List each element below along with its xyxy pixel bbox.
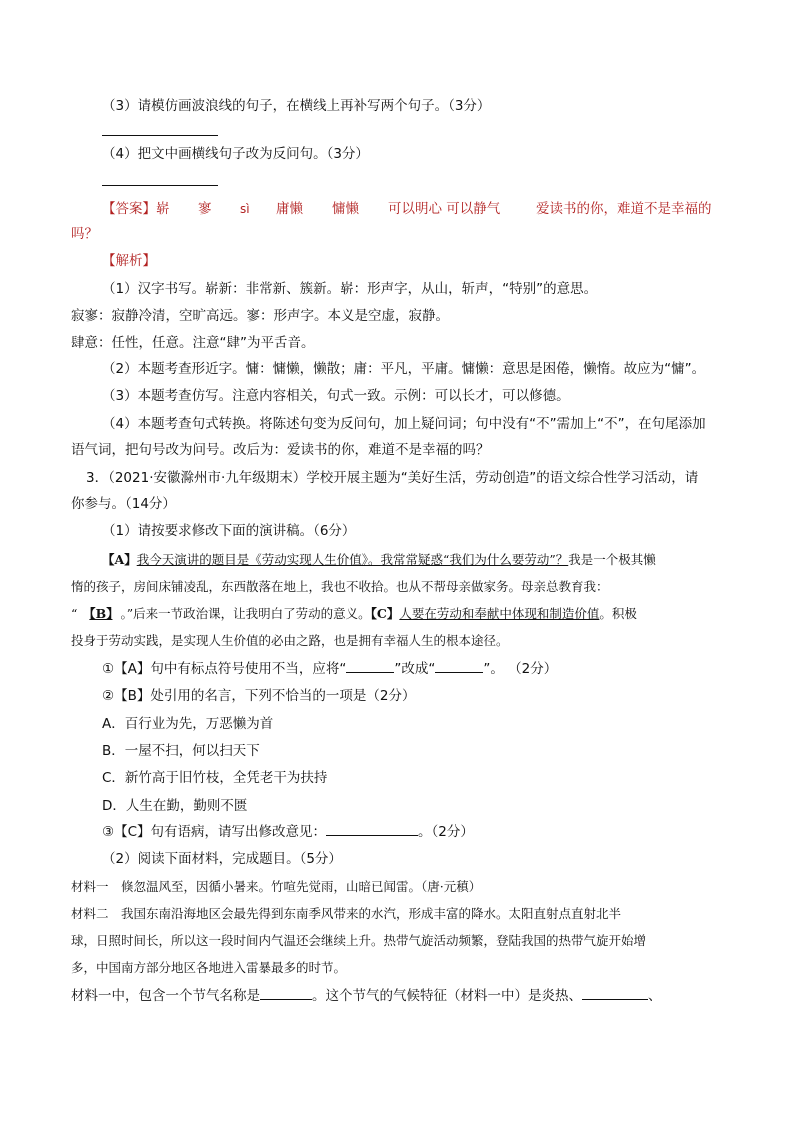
sub-item-1 [102, 659, 557, 679]
speech-line-4: 投身于劳动实践，是实现人生价值的必由之路，也是拥有幸福人生的根本途径。 [71, 633, 509, 648]
option-a: A．百行业为先，万恶懒为首 [102, 716, 274, 732]
material-2-line: 球，日照时间长，所以这一段时间内气温还会继续上升。热带气旋活动频繁，登陆我国的热带气旋开始增 [71, 933, 647, 948]
sub-item-1-suffix: ”。 （2分） [483, 661, 558, 677]
answer-item: 慵懒 [332, 201, 359, 217]
answer-item: 庸懒 [276, 201, 303, 217]
final-question-line [71, 986, 662, 1006]
speech-text: 。积极 [599, 606, 637, 621]
answer-blank [582, 986, 648, 1000]
speech-sentence-a: 我今天演讲的题目是《劳动实现人生价值》。我常常疑惑“我们为什么要劳动”？ [136, 552, 569, 567]
question-3-sub4: （4）把文中画横线句子改为反问句。（3分） [102, 146, 369, 162]
speech-sentence-c: 人要在劳动和奉献中体现和制造价值 [399, 606, 600, 621]
answer-tag: 【答案】 [102, 201, 156, 217]
analysis-line: 寂寥：寂静冷清，空旷高远。寥：形声字。本义是空虚，寂静。 [71, 308, 449, 324]
answer-blank [326, 822, 418, 836]
answer-item: 爱读书的你，难道不是幸福的 [536, 201, 712, 217]
sub-item-1-mid: ”改成“ [394, 661, 436, 677]
analysis-line: （1）汉字书写。崭新：非常新、簇新。崭：形声字，从山，斩声，“特别”的意思。 [102, 281, 598, 297]
answer-continuation: 吗？ [71, 226, 98, 242]
analysis-line: （3）本题考查仿写。注意内容相关，句式一致。示例：可以长才，可以修德。 [102, 388, 570, 404]
answer-blank [435, 659, 483, 673]
speech-text: 。”后来一节政治课，让我明白了劳动的意义。 [120, 606, 371, 621]
sub-item-3-prefix: ③【C】句有语病，请写出修改意见： [102, 824, 327, 840]
speech-tag-a: 【A】 [102, 552, 137, 567]
analysis-line: 语气词，把句号改为问号。改后为：爱读书的你，难道不是幸福的吗？ [71, 442, 490, 458]
speech-tag-b: 【B】 [89, 606, 113, 621]
sub-item-2: ②【B】处引用的名言，下列不恰当的一项是（2分） [102, 688, 416, 704]
speech-line-3 [71, 604, 637, 624]
option-c: C．新竹高于旧竹枝，全凭老干为扶持 [102, 770, 328, 786]
speech-tag-c: 【C】 [370, 606, 400, 621]
material-2-line: 材料二 我国东南沿海地区会最先得到东南季风带来的水汽，形成丰富的降水。太阳直射点直射北半 [71, 906, 622, 921]
final-mid: 。这个节气的气候特征（材料一中）是炎热、 [312, 988, 582, 1004]
material-2-line: 多，中国南方部分地区各地进入雷暴最多的时节。 [71, 960, 347, 975]
question-3-sub2: （2）阅读下面材料，完成题目。（5分） [102, 851, 342, 867]
answer-item: sì [240, 202, 250, 216]
sub-item-1-prefix: ①【A】句中有标点符号使用不当，应将“ [102, 661, 347, 677]
question-3-sub3: （3）请模仿画波浪线的句子，在横线上再补写两个句子。（3分） [102, 98, 491, 114]
answer-blank-line [102, 185, 218, 186]
final-prefix: 材料一中，包含一个节气名称是 [71, 988, 260, 1004]
speech-line-2: 惰的孩子，房间床铺凌乱，东西散落在地上，我也不收拾。也从不帮母亲做家务。母亲总教育我： [71, 579, 609, 594]
speech-line-1 [102, 550, 656, 570]
answer-blank [346, 659, 394, 673]
answer-blank [260, 986, 312, 1000]
answer-item: 崭 [156, 201, 170, 217]
question-3-sub1: （1）请按要求修改下面的演讲稿。（6分） [102, 523, 356, 539]
open-quote: “ [71, 606, 78, 621]
analysis-line: （4）本题考查句式转换。将陈述句变为反问句，加上疑问词；句中没有“不”需加上“不”，在句尾添加 [102, 416, 706, 432]
material-1: 材料一 倏忽温风至，因循小暑来。竹喧先觉雨，山暗已闻雷。（唐·元稹） [71, 879, 482, 894]
answer-item: 寥 [198, 201, 212, 217]
final-suffix: 、 [648, 988, 662, 1004]
sub-item-3 [102, 822, 474, 842]
analysis-tag: 【解析】 [102, 253, 156, 269]
sub-item-3-suffix: 。（2分） [418, 824, 474, 840]
answer-item: 可以明心 可以静气 [388, 201, 501, 217]
analysis-line: 肆意：任性，任意。注意“肆”为平舌音。 [71, 335, 315, 351]
option-d: D．人生在勤，勤则不匮 [102, 798, 248, 814]
speech-text: 我是一个极其懒 [568, 552, 656, 567]
question-3-stem-cont: 你参与。（14分） [71, 496, 176, 512]
analysis-line: （2）本题考查形近字。慵：慵懒，懒散；庸：平凡，平庸。慵懒：意思是困倦，懒惰。故应为“慵”。 [102, 361, 706, 377]
option-b: B．一屋不扫，何以扫天下 [102, 743, 260, 759]
question-3-stem: 3．（2021·安徽滁州市·九年级期末）学校开展主题为“美好生活，劳动创造”的语文综合性学习活动，请 [86, 470, 699, 486]
answer-blank-line [102, 135, 218, 136]
